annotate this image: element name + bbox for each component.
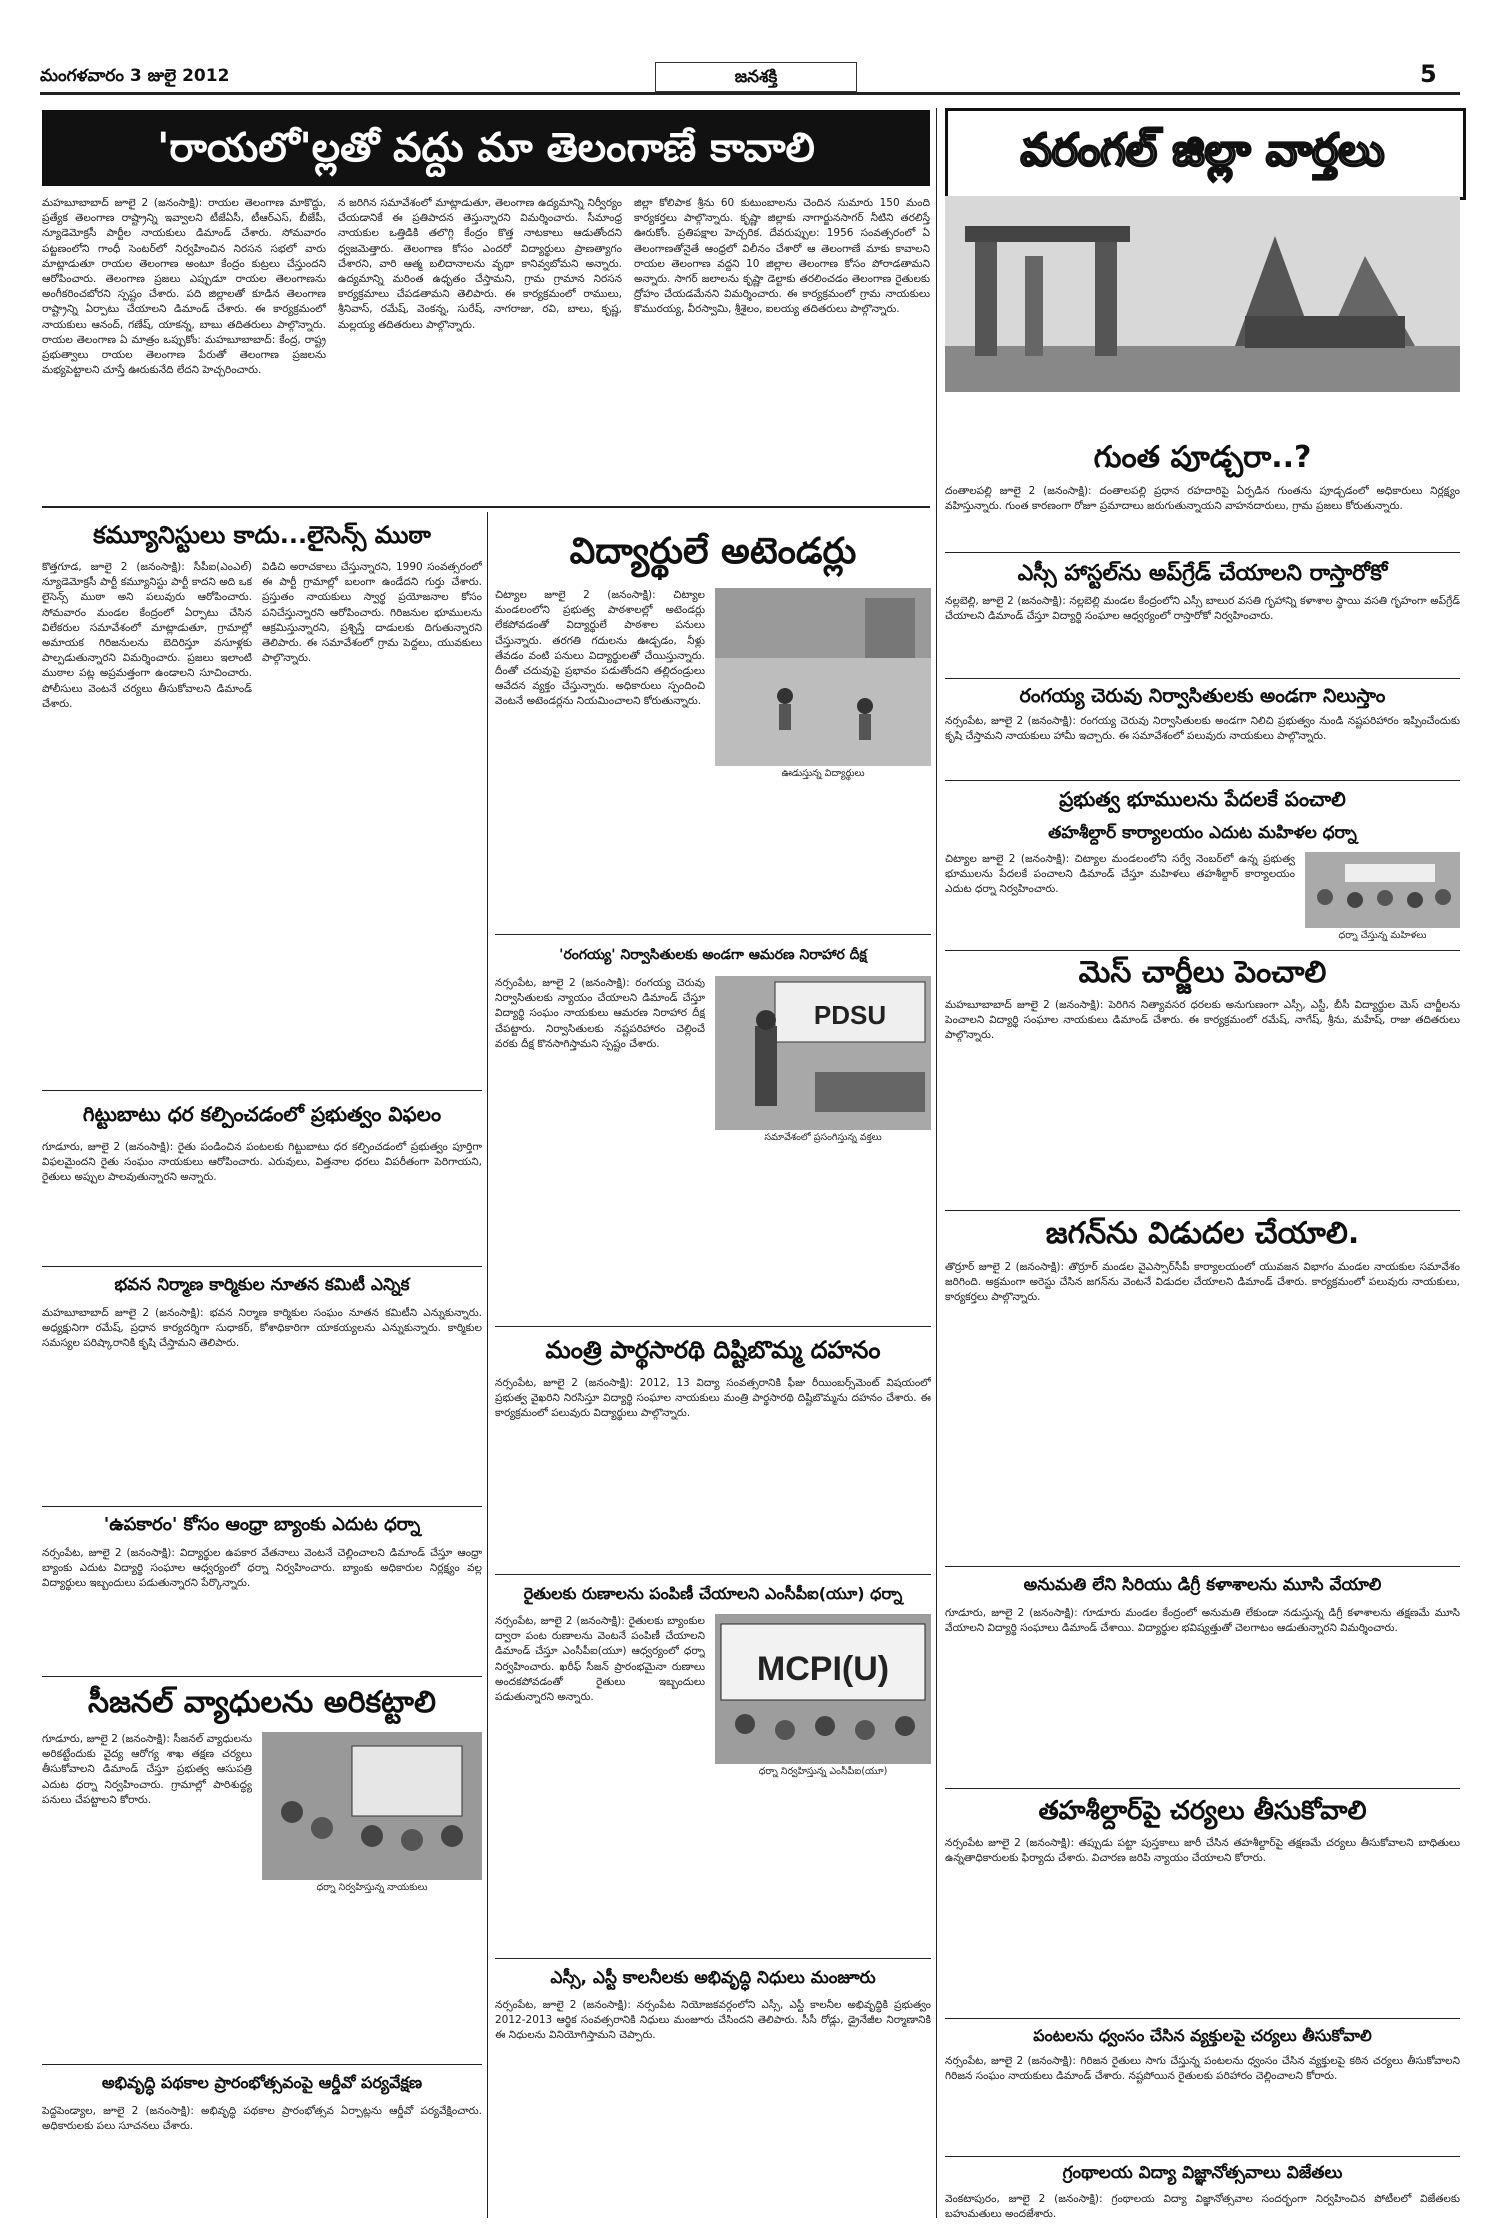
left-rule-3 bbox=[42, 1506, 482, 1507]
right-text-6: మహబూబాబాద్‌ జూలై 2 (జనంసాక్షి): పెరిగిన నిత్యావసర ధరలకు అనుగుణంగా ఎస్సీ, ఎస్టీ, బీసీ విద్యార్థుల మెస్‌ చార్జీలను పెంచాలని విద్యార్థి సంఘాల నాయకులు డిమాండ్‌ చేశారు. ఈ కార్యక్రమంలో రమేష్‌, నాగేష్‌, శ్రీను, మహేష్‌, రాజు తదితరులు పాల్గొన్నారు. bbox=[945, 999, 1460, 1042]
right-headline-10: పంటలను ధ్వంసం చేసిన వ్యక్తులపై చర్యలు తీసుకోవాలి bbox=[1033, 2026, 1372, 2045]
right-rule-2 bbox=[945, 678, 1460, 679]
center-headline-4: రైతులకు రుణాలను పంపిణీ చేయాలని ఎంసీపీఐ(యూ) ధర్నా bbox=[523, 1584, 903, 1603]
left-rule-1 bbox=[42, 1090, 482, 1091]
masthead-logo bbox=[655, 62, 857, 92]
lead-headline: 'రాయలో'ల్లతో వద్దు మా తెలంగాణే కావాలి bbox=[157, 125, 815, 171]
logo-text: జనశక్తి bbox=[734, 67, 778, 87]
fort-illustration bbox=[945, 196, 1460, 392]
right-rule-1 bbox=[945, 552, 1460, 553]
seasonal-dharna-caption: ధర్నా నిర్వహిస్తున్న నాయకులు bbox=[316, 1882, 428, 1893]
hunger-strike-photo bbox=[715, 976, 931, 1130]
center-rule-4 bbox=[495, 1958, 931, 1959]
left-headline-5: సీజనల్‌ వ్యాధులను అరికట్టాలి bbox=[88, 1685, 436, 1720]
left-rule-5 bbox=[42, 2064, 482, 2065]
column-divider-left bbox=[487, 512, 488, 2218]
lead-col-3: జిల్లా కోలిపాక శ్రీను 60 కుటుంబాలను చెందిన సుమారు 150 మంది కార్యకర్తలు పాల్గొన్నారు. కృష్ణా జిల్లాకు నాగార్జునసాగర్‌ నీటిని తరలిస్తే ఊరుకోం. ప్రతిపక్షాల హెచ్చరిక. దేవరుప్పుల: 1956 సంవత్సరంలో ఏ తెలంగాణతోనైతే ఆంధ్రలో విలీనం చేశారో ఆ తెలంగాణే మాకు కావాలని రాయల తెలంగాణ వద్దని 10 జిల్లాల తెలంగాణ కోసం పోరాడతామని అన్నారు. సాగర్‌ జలాలను కృష్ణా డెల్టాకు తరలించడం తెలంగాణ రైతులకు ద్రోహం చేయడమేనని విమర్శించారు. ఈ కార్యక్రమంలో గ్రామ నాయకులు కొమురయ్య, వీరస్వామి, శ్రీశైలం, ఐలయ్య తదితరులు పాల్గొన్నారు. bbox=[634, 197, 930, 316]
students-sweeping-caption: ఊడుస్తున్న విద్యార్థులు bbox=[781, 768, 865, 779]
center-headline-3: మంత్రి పార్థసారథి దిష్టిబొమ్మ దహనం bbox=[545, 1336, 881, 1364]
left-headline-6: అభివృద్ధి పథకాల ప్రారంభోత్సవంపై ఆర్డీవో పర్యవేక్షణ bbox=[101, 2073, 423, 2092]
hunger-strike-banner-text: PDSU bbox=[813, 1000, 887, 1030]
hunger-strike-illustration bbox=[715, 976, 931, 1130]
center-rule-2 bbox=[495, 1326, 931, 1327]
district-banner bbox=[945, 108, 1466, 200]
center-headline-1: విద్యార్థులే అటెండర్లు bbox=[569, 531, 857, 572]
right-headline-11: గ్రంథాలయ విద్యా విజ్ఞానోత్సవాలు విజేతలు bbox=[1062, 2163, 1343, 2183]
column-divider-right bbox=[936, 108, 937, 2218]
right-rule-9 bbox=[945, 2156, 1460, 2157]
mcpi-dharna-caption: ధర్నా నిర్వహిస్తున్న ఎంసీపీఐ(యూ) bbox=[758, 1766, 888, 1777]
left-headline-3: భవన నిర్మాణ కార్మికుల నూతన కమిటీ ఎన్నిక bbox=[114, 1275, 410, 1295]
right-rule-5 bbox=[945, 1210, 1460, 1211]
left-text-1b: విడిచి అరాచకాలు చేస్తున్నారని, 1990 సంవత్సరంలో ఈ పార్టీ గ్రామాల్లో బలంగా ఉండేదని గుర్తు చేశారు. ప్రస్తుతం నాయకులు స్వార్థ ప్రయోజనాల కోసం పనిచేస్తున్నారని ఆరోపించారు. గిరిజనుల భూములను ఆక్రమిస్తున్నారని, ప్రశ్నిస్తే దాడులకు దిగుతున్నారని తెలిపారు. ఈ సమావేశంలో గ్రామ పెద్దలు, యువకులు పాల్గొన్నారు. bbox=[262, 561, 482, 665]
right-text-9: నర్సంపేట జూలై 2 (జనంసాక్షి): తప్పుడు పట్టా పుస్తకాలు జారీ చేసిన తహశీల్దార్‌పై తక్షణమే చర్యలు తీసుకోవాలని బాధితులు ఉన్నతాధికారులకు ఫిర్యాదు చేశారు. విచారణ జరిపి న్యాయం చేయాలని కోరారు. bbox=[945, 1837, 1460, 1865]
center-rule-1 bbox=[495, 934, 931, 935]
seasonal-dharna-photo bbox=[262, 1732, 482, 1880]
masthead bbox=[40, 60, 1460, 92]
right-headline-5: తహశీల్దార్‌ కార్యాలయం ఎదుట మహిళల ధర్నా bbox=[1048, 823, 1357, 843]
center-headline-2: 'రంగయ్య' నిర్వాసితులకు అండగా ఆమరణ నిరాహార దీక్ష bbox=[559, 947, 867, 963]
left-headline-1: కమ్యూనిస్టులు కాదు...లైసెన్స్‌ ముఠా bbox=[93, 521, 431, 549]
right-headline-6: మెస్‌ చార్జీలు పెంచాలి bbox=[1078, 955, 1327, 990]
right-text-7: తొర్రూర్‌ జూలై 2 (జనంసాక్షి): తొర్రూర్‌ మండల వైఎస్సార్‌సీపీ కార్యాలయంలో యువజన విభాగం మండల నాయకుల సమావేశం జరిగింది. అక్రమంగా అరెస్టు చేసిన జగన్‌ను వెంటనే విడుదల చేయాలని డిమాండ్‌ చేశారు. కార్యక్రమంలో పలువురు నాయకులు, కార్యకర్తలు పాల్గొన్నారు. bbox=[945, 1261, 1460, 1304]
right-rule-3 bbox=[945, 780, 1460, 781]
lead-bottom-rule bbox=[42, 506, 930, 508]
center-rule-3 bbox=[495, 1574, 931, 1575]
hunger-strike-caption: సమావేశంలో ప్రసంగిస్తున్న వక్తలు bbox=[764, 1132, 882, 1143]
right-headline-4: ప్రభుత్వ భూములను పేదలకే పంచాలి bbox=[1059, 787, 1346, 811]
right-rule-4 bbox=[945, 950, 1460, 951]
mcpi-banner-text: MCPI(U) bbox=[756, 1650, 890, 1688]
center-text-5: నర్సంపేట, జూలై 2 (జనంసాక్షి): నర్సంపేట నియోజకవర్గంలోని ఎస్సీ, ఎస్టీ కాలనీల అభివృద్ధికి ప్రభుత్వం 2012-2013 ఆర్థిక సంవత్సరానికి నిధులు మంజూరు చేసిందని తెలిపారు. సీసీ రోడ్లు, డ్రైనేజీల నిర్మాణానికి ఈ నిధులను వినియోగిస్తామని చెప్పారు. bbox=[495, 1999, 931, 2042]
mcpi-dharna-illustration bbox=[715, 1614, 931, 1764]
right-headline-8: అనుమతి లేని సిరియు డిగ్రీ కళాశాలను మూసి వేయాలి bbox=[1023, 1575, 1382, 1595]
left-text-1a: కొత్తగూడ, జూలై 2 (జనంసాక్షి): సీపీఐ(ఎంఎల్‌) న్యూడెమోక్రసీ పార్టీ కమ్యూనిస్టు పార్టీ కాదని అది ఒక లైసెన్స్‌ ముఠా అని పలువురు ఆరోపించారు. సోమవారం మండల కేంద్రంలో ఏర్పాటు చేసిన విలేకరుల సమావేశంలో మాట్లాడుతూ, గ్రామాల్లో అమాయక గిరిజనులను బెదిరిస్తూ వసూళ్లకు పాల్పడుతున్నారని విమర్శించారు. ప్రజలు ఇలాంటి ముఠాల పట్ల అప్రమత్తంగా ఉండాలని సూచించారు. పోలీసులు వెంటనే చర్యలు తీసుకోవాలని డిమాండ్‌ చేశారు. bbox=[42, 561, 252, 710]
right-text-10: నర్సంపేట, జూలై 2 (జనంసాక్షి): గిరిజన రైతులు సాగు చేస్తున్న పంటలను ధ్వంసం చేసిన వ్యక్తులపై కఠిన చర్యలు తీసుకోవాలని గిరిజన సంఘం నాయకులు డిమాండ్‌ చేశారు. నష్టపోయిన రైతులకు పరిహారం చెల్లించాలని కోరారు. bbox=[945, 2055, 1460, 2083]
seasonal-dharna-illustration bbox=[262, 1732, 482, 1880]
right-text-1: దంతాలపల్లి జూలై 2 (జనంసాక్షి): దంతాలపల్లి ప్రధాన రహదారిపై ఏర్పడిన గుంతను పూడ్చడంలో అధికారులు నిర్లక్ష్యం వహిస్తున్నారు. గుంత కారణంగా రోజూ ప్రమాదాలు జరుగుతున్నాయని వాహనదారులు, గ్రామ ప్రజలు కోరుతున్నారు. bbox=[945, 485, 1460, 513]
students-sweeping-photo bbox=[715, 588, 931, 766]
right-text-11: వెంకటాపురం, జూలై 2 (జనంసాక్షి): గ్రంథాలయ విద్యా విజ్ఞానోత్సవాల సందర్భంగా నిర్వహించిన పోటీలలో విజేతలకు బహుమతులు అందజేశారు. bbox=[945, 2193, 1460, 2221]
womens-dharna-caption: ధర్నా చేస్తున్న మహిళలు bbox=[1338, 930, 1427, 941]
right-rule-8 bbox=[945, 2018, 1460, 2019]
right-text-2: నల్లబెల్లి, జూలై 2 (జనంసాక్షి): నల్లబెల్లి మండల కేంద్రంలోని ఎస్సీ బాలుర వసతి గృహాన్ని కళాశాల స్థాయి వసతి గృహంగా అప్‌గ్రేడ్‌ చేయాలని డిమాండ్‌ చేస్తూ విద్యార్థి సంఘాల ఆధ్వర్యంలో రాస్తారోకో నిర్వహించారు. bbox=[945, 595, 1460, 623]
dharna-illustration bbox=[1305, 852, 1460, 928]
mcpi-dharna-photo bbox=[715, 1614, 931, 1764]
center-text-3: నర్సంపేట, జూలై 2 (జనంసాక్షి): 2012, 13 విద్యా సంవత్సరానికి ఫీజు రీయింబర్స్‌మెంట్‌ విషయంలో ప్రభుత్వ వైఖరిని నిరసిస్తూ విద్యార్థి సంఘాల నాయకులు మంత్రి పార్థసారథి దిష్టిబొమ్మను దహనం చేశారు. ఈ కార్యక్రమంలో పలువురు విద్యార్థులు పాల్గొన్నారు. bbox=[495, 1377, 931, 1420]
center-text-2: నర్సంపేట, జూలై 2 (జనంసాక్షి): రంగయ్య చెరువు నిర్వాసితులకు న్యాయం చేయాలని డిమాండ్‌ చేస్తూ విద్యార్థి సంఘం నాయకులు ఆమరణ నిరాహార దీక్ష చేపట్టారు. నిర్వాసితులకు నష్టపరిహారం చెల్లించే వరకు దీక్ష కొనసాగిస్తామని స్పష్టం చేశారు. bbox=[495, 977, 705, 1050]
right-text-3: నర్సంపేట, జూలై 2 (జనంసాక్షి): రంగయ్య చెరువు నిర్వాసితులకు అండగా నిలిచి ప్రభుత్వం నుండి నష్టపరిహారం ఇప్పించేందుకు కృషి చేస్తామని నాయకులు హామీ ఇచ్చారు. ఈ సమావేశంలో పలువురు నాయకులు పాల్గొన్నారు. bbox=[945, 715, 1460, 743]
center-text-4: నర్సంపేట, జూలై 2 (జనంసాక్షి): రైతులకు బ్యాంకుల ద్వారా పంట రుణాలను వెంటనే పంపిణీ చేయాలని డిమాండ్‌ చేస్తూ ఎంసీపీఐ(యూ) ఆధ్వర్యంలో ధర్నా నిర్వహించారు. ఖరీఫ్‌ సీజన్‌ ప్రారంభమైనా రుణాలు అందకపోవడంతో రైతులు ఇబ్బందులు పడుతున్నారని అన్నారు. bbox=[495, 1615, 705, 1704]
left-rule-4 bbox=[42, 1676, 482, 1677]
right-rule-6 bbox=[945, 1566, 1460, 1567]
warangal-fort-photo bbox=[945, 196, 1460, 392]
left-headline-4: 'ఉపకారం' కోసం ఆంధ్రా బ్యాంకు ఎదుట ధర్నా bbox=[103, 1514, 421, 1535]
womens-dharna-photo bbox=[1305, 852, 1460, 928]
left-text-2: గూడూరు, జూలై 2 (జనంసాక్షి): రైతు పండించిన పంటలకు గిట్టుబాటు ధర కల్పించడంలో ప్రభుత్వం పూర్తిగా విఫలమైందని రైతు సంఘం నాయకులు ఆరోపించారు. ఎరువులు, విత్తనాల ధరలు విపరీతంగా పెరిగాయని, రైతులు అప్పుల పాలవుతున్నారని అన్నారు. bbox=[42, 1141, 482, 1184]
left-headline-2: గిట్టుబాటు ధర కల్పించడంలో ప్రభుత్వం విఫలం bbox=[82, 1102, 442, 1126]
right-headline-1: గుంత పూడ్చరా..? bbox=[1093, 440, 1312, 475]
right-headline-3: రంగయ్య చెరువు నిర్వాసితులకు అండగా నిలుస్తాం bbox=[1019, 685, 1386, 707]
right-rule-7 bbox=[945, 1788, 1460, 1789]
right-text-5: చిట్యాల జూలై 2 (జనంసాక్షి): చిట్యాల మండలంలోని సర్వే నెంబర్‌లో ఉన్న ప్రభుత్వ భూములను పేదలకే పంచాలని డిమాండ్‌ చేస్తూ మహిళలు తహశీల్దార్‌ కార్యాలయం ఎదుట ధర్నా నిర్వహించారు. bbox=[945, 853, 1295, 896]
masthead-rule bbox=[40, 92, 1460, 95]
left-text-5: గూడూరు, జూలై 2 (జనంసాక్షి): సీజనల్‌ వ్యాధులను అరికట్టేందుకు వైద్య ఆరోగ్య శాఖ తక్షణ చర్యలు తీసుకోవాలని డిమాండ్‌ చేస్తూ ప్రభుత్వ ఆసుపత్రి ఎదుట ధర్నా నిర్వహించారు. గ్రామాల్లో పారిశుద్ధ్య పనులు చేపట్టాలని కోరారు. bbox=[42, 1733, 252, 1806]
issue-date: మంగళవారం 3 జులై 2012 bbox=[40, 66, 230, 86]
district-banner-title: వరంగల్‌ జిల్లా వార్తలు bbox=[1020, 125, 1385, 176]
center-headline-5: ఎస్సీ, ఎస్టీ కాలనీలకు అభివృద్ధి నిధులు మంజూరు bbox=[550, 1968, 876, 1988]
right-headline-9: తహశీల్దార్‌పై చర్యలు తీసుకోవాలి bbox=[1038, 1796, 1367, 1826]
center-text-1: చిట్యాల జూలై 2 (జనంసాక్షి): చిట్యాల మండలంలోని ప్రభుత్వ పాఠశాలల్లో అటెండర్లు లేకపోవడంతో విద్యార్థులే పాఠశాల పనులు చేస్తున్నారు. తరగతి గదులను ఊడ్చడం, నీళ్లు తేవడం వంటి పనులు విద్యార్థులతో చేయిస్తున్నారు. దీంతో చదువుపై ప్రభావం పడుతోందని తల్లిదండ్రులు ఆవేదన వ్యక్తం చేస్తున్నారు. అధికారులు స్పందించి వెంటనే అటెండర్లను నియమించాలని కోరుతున్నారు. bbox=[495, 589, 705, 708]
lead-col-2: న జరిగిన సమావేశంలో మాట్లాడుతూ, తెలంగాణ ఉద్యమాన్ని నిర్వీర్యం చేయడానికే ఈ ప్రతిపాదన తెస్తున్నారని విమర్శించారు. సీమాంధ్ర నాయకుల ఒత్తిడికి తలొగ్గి కేంద్రం కొత్త నాటకాలు ఆడుతోందని ధ్వజమెత్తారు. తెలంగాణ కోసం ఎందరో విద్యార్థులు ప్రాణత్యాగం చేశారని, వారి ఆత్మ బలిదానాలను వృథా కానివ్వబోమని అన్నారు. ఉద్యమాన్ని మరింత ఉధృతం చేస్తామని, గ్రామ గ్రామాన నిరసన కార్యక్రమాలు చేపడతామని తెలిపారు. ఈ కార్యక్రమంలో రాములు, శ్రీనివాస్‌, రమేష్‌, వెంకన్న, సురేష్‌, నాగరాజు, రవి, బాలు, కృష్ణ, మల్లయ్య తదితరులు పాల్గొన్నారు. bbox=[338, 197, 622, 331]
left-text-6: పెద్దపెండ్యాల, జూలై 2 (జనంసాక్షి): అభివృద్ధి పథకాల ప్రారంభోత్సవ ఏర్పాట్లను ఆర్డీవో పర్యవేక్షించారు. అధికారులకు పలు సూచనలు చేశారు. bbox=[42, 2105, 482, 2133]
left-rule-2 bbox=[42, 1266, 482, 1267]
page-number: 5 bbox=[1420, 60, 1437, 88]
left-text-4: నర్సంపేట, జూలై 2 (జనంసాక్షి): విద్యార్థుల ఉపకార వేతనాలు వెంటనే చెల్లించాలని డిమాండ్‌ చేస్తూ ఆంధ్రా బ్యాంకు ఎదుట విద్యార్థి సంఘాల ఆధ్వర్యంలో ధర్నా నిర్వహించారు. బ్యాంకు అధికారుల నిర్లక్ష్యం వల్ల విద్యార్థులు ఇబ్బందులు పడుతున్నారని పేర్కొన్నారు. bbox=[42, 1547, 482, 1590]
students-sweeping-illustration bbox=[715, 588, 931, 766]
right-headline-2: ఎస్సీ హాస్టల్‌ను అప్‌గ్రేడ్‌ చేయాలని రాస్తారోకో bbox=[1017, 561, 1388, 586]
lead-col-1: మహబూబాబాద్‌ జూలై 2 (జనంసాక్షి): రాయల తెలంగాణ మాకొద్దు, ప్రత్యేక తెలంగాణ రాష్ట్రాన్ని ఇవ్వాలని టీజేఏసీ, టీఆర్‌ఎస్‌, బీజేపీ, న్యూడెమోక్రసీ పార్టీల నాయకులు డిమాండ్‌ చేశారు. సోమవారం పట్టణంలోని గాంధీ సెంటర్‌లో నిర్వహించిన నిరసన సభలో వారు మాట్లాడుతూ రాయల తెలంగాణ అంటూ కేంద్రం కుట్రలు చేస్తుందని ఆరోపించారు. తెలంగాణ ప్రజలు ఎప్పుడూ రాయల తెలంగాణను అంగీకరించబోరని స్పష్టం చేశారు. పది జిల్లాలతో కూడిన తెలంగాణ రాష్ట్రాన్ని ఏర్పాటు చేయాలని డిమాండ్‌ చేశారు. ఈ కార్యక్రమంలో నాయకులు ఆనంద్‌, గణేష్‌, యాకన్న, బాబు తదితరులు పాల్గొన్నారు. రాయల తెలంగాణ ఏ మాత్రం ఒప్పుకోం: మహబూబాబాద్‌: కేంద్ర, రాష్ట్ర ప్రభుత్వాలు రాయల తెలంగాణ పేరుతో తెలంగాణ ప్రజలను మభ్యపెట్టాలని చూస్తే ఊరుకునేది లేదని హెచ్చరించారు. bbox=[42, 197, 326, 377]
right-headline-7: జగన్‌ను విడుదల చేయాలి. bbox=[1045, 1216, 1360, 1251]
left-text-3: మహబూబాబాద్‌ జూలై 2 (జనంసాక్షి): భవన నిర్మాణ కార్మికుల సంఘం నూతన కమిటీని ఎన్నుకున్నారు. అధ్యక్షునిగా రమేష్‌, ప్రధాన కార్యదర్శిగా సుధాకర్‌, కోశాధికారిగా యాకయ్యలను ఎన్నుకున్నారు. కార్మికుల సమస్యల పరిష్కారానికి కృషి చేస్తామని తెలిపారు. bbox=[42, 1307, 482, 1350]
right-text-8: గూడూరు, జూలై 2 (జనంసాక్షి): గూడూరు మండల కేంద్రంలో అనుమతి లేకుండా నడుస్తున్న డిగ్రీ కళాశాలను తక్షణమే మూసి వేయాలని విద్యార్థి సంఘాలు డిమాండ్‌ చేశాయి. విద్యార్థుల భవిష్యత్తుతో చెలగాటం ఆడుతున్నారని విమర్శించారు. bbox=[945, 1607, 1460, 1635]
